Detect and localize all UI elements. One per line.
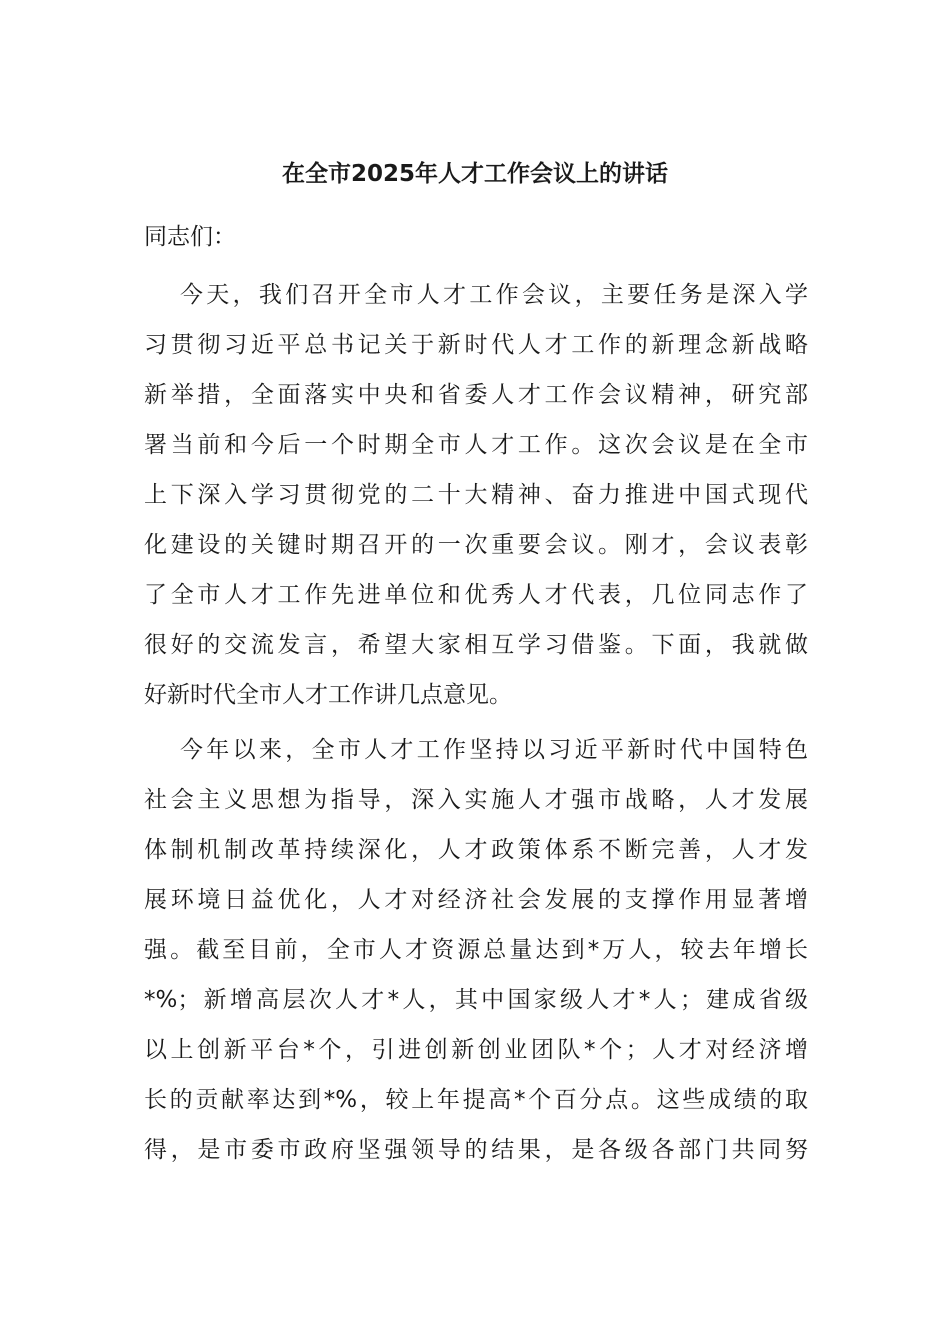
paragraph-line: 以上创新平台*个，引进创新创业团队*个；人才对经济增 — [144, 1037, 808, 1063]
paragraph-line: 化建设的关键时期召开的一次重要会议。刚才，会议表彰 — [144, 532, 808, 558]
paragraph-line: 社会主义思想为指导，深入实施人才强市战略，人才发展 — [144, 787, 808, 813]
paragraph-achievements — [144, 725, 808, 1175]
document-title: 在全市2025年人才工作会议上的讲话 — [281, 161, 668, 187]
paragraph-line: 今天，我们召开全市人才工作会议，主要任务是深入学 — [180, 282, 808, 308]
paragraph-line: 长的贡献率达到*%，较上年提高*个百分点。这些成绩的取 — [144, 1087, 808, 1113]
paragraph-line: *%；新增高层次人才*人，其中国家级人才*人；建成省级 — [144, 987, 808, 1013]
paragraph-line: 上下深入学习贯彻党的二十大精神、奋力推进中国式现代 — [144, 482, 808, 508]
paragraph-line: 体制机制改革持续深化，人才政策体系不断完善，人才发 — [144, 837, 808, 863]
salutation: 同志们： — [144, 224, 236, 250]
paragraph-line: 新举措，全面落实中央和省委人才工作会议精神，研究部 — [144, 382, 808, 408]
paragraph-line: 今年以来，全市人才工作坚持以习近平新时代中国特色 — [180, 737, 808, 763]
paragraph-line: 强。截至目前，全市人才资源总量达到*万人，较去年增长 — [144, 937, 808, 963]
paragraph-line: 很好的交流发言，希望大家相互学习借鉴。下面，我就做 — [144, 632, 808, 658]
paragraph-line: 了全市人才工作先进单位和优秀人才代表，几位同志作了 — [144, 582, 808, 608]
paragraph-opening — [144, 270, 808, 720]
paragraph-line: 得，是市委市政府坚强领导的结果，是各级各部门共同努 — [144, 1137, 808, 1163]
paragraph-line: 习贯彻习近平总书记关于新时代人才工作的新理念新战略 — [144, 332, 808, 358]
paragraph-line: 署当前和今后一个时期全市人才工作。这次会议是在全市 — [144, 432, 808, 458]
paragraph-line: 好新时代全市人才工作讲几点意见。 — [144, 682, 512, 708]
paragraph-line: 展环境日益优化，人才对经济社会发展的支撑作用显著增 — [144, 887, 808, 913]
